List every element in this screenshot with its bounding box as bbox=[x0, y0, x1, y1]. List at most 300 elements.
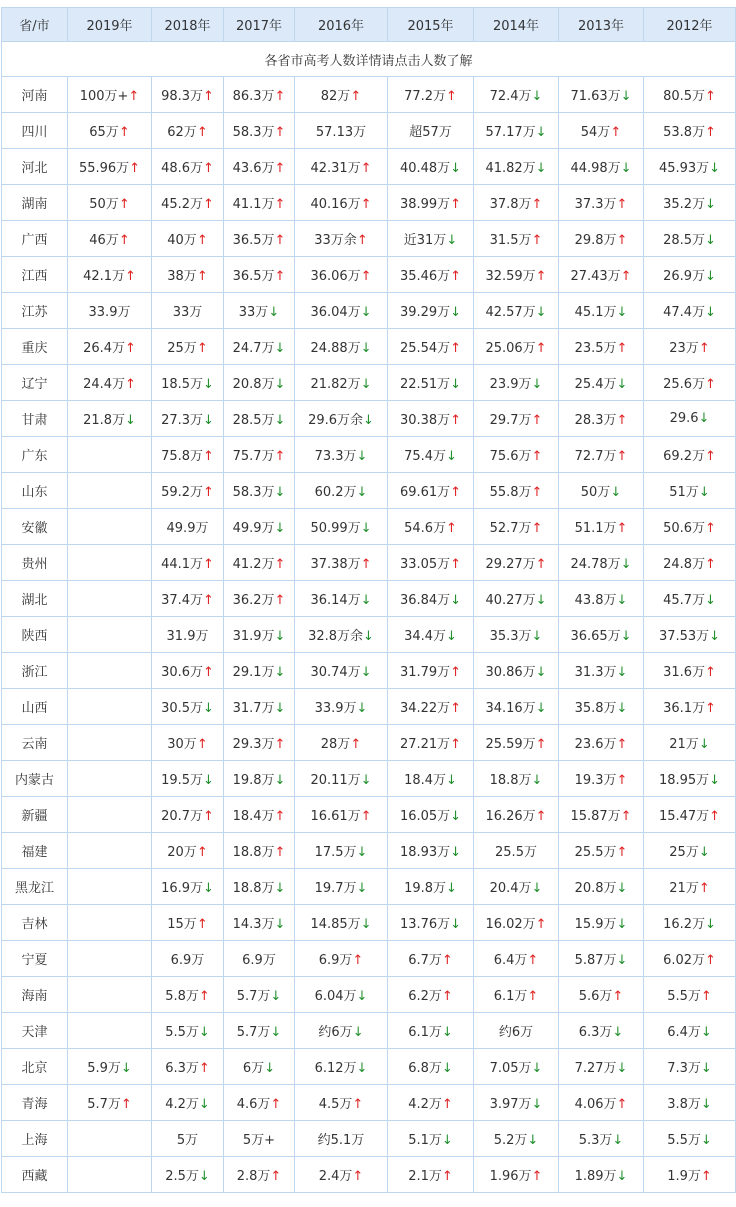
value-cell[interactable] bbox=[295, 581, 388, 617]
value-cell[interactable] bbox=[644, 941, 736, 977]
value-cell[interactable] bbox=[68, 1085, 152, 1121]
value-cell[interactable] bbox=[559, 185, 644, 221]
value-cell[interactable] bbox=[152, 617, 224, 653]
value-cell[interactable] bbox=[295, 221, 388, 257]
value-cell[interactable] bbox=[644, 1013, 736, 1049]
value-cell[interactable] bbox=[644, 509, 736, 545]
value-cell[interactable] bbox=[224, 1121, 295, 1157]
value-cell[interactable] bbox=[152, 221, 224, 257]
value-cell[interactable] bbox=[559, 221, 644, 257]
arrow-up-icon: ↑ bbox=[360, 197, 372, 212]
value-cell[interactable] bbox=[559, 149, 644, 185]
value-cell[interactable] bbox=[559, 905, 644, 941]
value-cell[interactable] bbox=[644, 1121, 736, 1157]
value-cell[interactable] bbox=[224, 1013, 295, 1049]
value-text: 48.6万 bbox=[161, 161, 204, 176]
value-cell[interactable] bbox=[224, 437, 295, 473]
table-row bbox=[2, 1121, 736, 1157]
arrow-down-icon: ↓ bbox=[270, 1025, 282, 1040]
arrow-down-icon: ↓ bbox=[620, 557, 632, 572]
value-text: 25.06万 bbox=[485, 341, 536, 356]
value-cell[interactable] bbox=[224, 797, 295, 833]
value-cell[interactable] bbox=[295, 329, 388, 365]
arrow-down-icon: ↓ bbox=[203, 701, 214, 716]
value-cell[interactable] bbox=[474, 725, 559, 761]
value-cell[interactable] bbox=[152, 329, 224, 365]
arrow-down-icon: ↓ bbox=[274, 413, 286, 428]
value-cell[interactable] bbox=[295, 365, 388, 401]
value-cell[interactable] bbox=[559, 1157, 644, 1193]
province-cell: 河南 bbox=[2, 77, 68, 113]
value-text: 41.1万 bbox=[232, 197, 275, 212]
value-cell[interactable] bbox=[474, 473, 559, 509]
value-cell[interactable] bbox=[68, 293, 152, 329]
value-cell[interactable] bbox=[474, 617, 559, 653]
value-cell[interactable] bbox=[68, 1049, 152, 1085]
value-text: 16.26万 bbox=[485, 809, 536, 824]
value-cell[interactable] bbox=[152, 473, 224, 509]
value-cell[interactable] bbox=[152, 113, 224, 149]
value-cell[interactable] bbox=[295, 437, 388, 473]
value-cell[interactable] bbox=[295, 689, 388, 725]
value-cell[interactable] bbox=[295, 257, 388, 293]
value-cell[interactable] bbox=[388, 1157, 474, 1193]
arrow-up-icon: ↑ bbox=[352, 953, 364, 968]
value-cell[interactable] bbox=[152, 653, 224, 689]
value-cell[interactable] bbox=[559, 329, 644, 365]
value-cell[interactable] bbox=[388, 257, 474, 293]
value-cell[interactable] bbox=[644, 1157, 736, 1193]
value-text: 75.4万 bbox=[404, 449, 447, 464]
value-cell[interactable] bbox=[644, 221, 736, 257]
value-cell[interactable] bbox=[295, 473, 388, 509]
value-cell[interactable] bbox=[474, 77, 559, 113]
value-cell[interactable] bbox=[474, 221, 559, 257]
value-cell[interactable] bbox=[295, 761, 388, 797]
value-text: 29.27万 bbox=[485, 557, 536, 572]
value-cell[interactable] bbox=[224, 545, 295, 581]
value-cell[interactable] bbox=[152, 257, 224, 293]
value-cell[interactable] bbox=[559, 113, 644, 149]
value-cell[interactable] bbox=[152, 833, 224, 869]
value-cell[interactable] bbox=[224, 293, 295, 329]
value-cell[interactable] bbox=[388, 1085, 474, 1121]
value-cell[interactable] bbox=[474, 509, 559, 545]
value-text: 50万 bbox=[580, 485, 611, 500]
value-cell[interactable] bbox=[559, 1013, 644, 1049]
table-row bbox=[2, 905, 736, 941]
arrow-down-icon: ↓ bbox=[274, 485, 286, 500]
value-cell[interactable] bbox=[295, 833, 388, 869]
value-cell[interactable] bbox=[474, 797, 559, 833]
value-cell[interactable] bbox=[68, 113, 152, 149]
value-cell[interactable] bbox=[559, 689, 644, 725]
value-cell[interactable] bbox=[559, 473, 644, 509]
value-cell[interactable] bbox=[388, 869, 474, 905]
value-text: 35.3万 bbox=[489, 629, 532, 644]
province-cell: 内蒙古 bbox=[2, 761, 68, 797]
value-cell[interactable] bbox=[474, 1121, 559, 1157]
value-cell[interactable] bbox=[224, 689, 295, 725]
value-cell[interactable] bbox=[388, 761, 474, 797]
value-text: 54.6万 bbox=[404, 521, 447, 536]
value-cell[interactable] bbox=[644, 257, 736, 293]
value-text: 15.9万 bbox=[574, 917, 617, 932]
value-cell[interactable] bbox=[559, 509, 644, 545]
value-cell[interactable] bbox=[388, 437, 474, 473]
value-cell[interactable] bbox=[224, 581, 295, 617]
value-cell[interactable] bbox=[152, 1121, 224, 1157]
arrow-up-icon: ↑ bbox=[616, 845, 628, 860]
arrow-up-icon: ↑ bbox=[616, 197, 628, 212]
value-cell[interactable] bbox=[152, 401, 224, 437]
value-cell[interactable] bbox=[224, 941, 295, 977]
value-cell[interactable] bbox=[152, 581, 224, 617]
value-cell[interactable] bbox=[224, 1085, 295, 1121]
value-text: 29.7万 bbox=[489, 413, 532, 428]
value-cell[interactable] bbox=[559, 437, 644, 473]
value-cell[interactable] bbox=[152, 1049, 224, 1085]
value-cell[interactable] bbox=[388, 833, 474, 869]
header-province: 省/市 bbox=[2, 8, 68, 42]
value-cell[interactable] bbox=[644, 113, 736, 149]
arrow-up-icon: ↑ bbox=[203, 809, 214, 824]
value-cell[interactable] bbox=[152, 77, 224, 113]
value-cell[interactable] bbox=[152, 797, 224, 833]
value-cell[interactable] bbox=[295, 905, 388, 941]
value-cell[interactable] bbox=[474, 869, 559, 905]
value-cell[interactable] bbox=[474, 401, 559, 437]
value-cell[interactable] bbox=[644, 77, 736, 113]
value-cell[interactable] bbox=[644, 833, 736, 869]
value-cell[interactable] bbox=[474, 257, 559, 293]
value-cell[interactable] bbox=[224, 653, 295, 689]
value-cell[interactable] bbox=[388, 221, 474, 257]
value-cell[interactable] bbox=[474, 833, 559, 869]
value-text: 25.54万 bbox=[399, 341, 451, 356]
value-cell[interactable] bbox=[224, 473, 295, 509]
value-cell[interactable] bbox=[559, 581, 644, 617]
value-cell[interactable] bbox=[224, 869, 295, 905]
note-text[interactable]: 各省市高考人数详情请点击人数了解 bbox=[2, 42, 736, 77]
value-cell[interactable] bbox=[474, 1157, 559, 1193]
value-cell bbox=[68, 1121, 152, 1157]
arrow-up-icon: ↑ bbox=[531, 485, 543, 500]
value-cell[interactable] bbox=[644, 761, 736, 797]
value-cell[interactable] bbox=[388, 509, 474, 545]
value-cell[interactable] bbox=[474, 1085, 559, 1121]
value-cell[interactable] bbox=[152, 1157, 224, 1193]
value-cell[interactable] bbox=[644, 617, 736, 653]
value-cell[interactable] bbox=[295, 545, 388, 581]
arrow-down-icon: ↓ bbox=[531, 773, 543, 788]
value-cell[interactable] bbox=[224, 185, 295, 221]
value-cell[interactable] bbox=[152, 761, 224, 797]
arrow-up-icon: ↑ bbox=[531, 233, 543, 248]
value-cell[interactable] bbox=[295, 869, 388, 905]
value-cell[interactable] bbox=[474, 293, 559, 329]
value-cell[interactable] bbox=[295, 977, 388, 1013]
value-cell[interactable] bbox=[152, 725, 224, 761]
value-cell[interactable] bbox=[644, 581, 736, 617]
value-cell[interactable] bbox=[388, 1049, 474, 1085]
value-cell[interactable] bbox=[644, 689, 736, 725]
value-cell[interactable] bbox=[474, 905, 559, 941]
value-cell[interactable] bbox=[388, 653, 474, 689]
arrow-down-icon: ↓ bbox=[527, 1133, 539, 1148]
value-cell[interactable] bbox=[559, 797, 644, 833]
arrow-down-icon: ↓ bbox=[531, 1061, 543, 1076]
value-cell[interactable] bbox=[559, 761, 644, 797]
value-cell[interactable] bbox=[474, 977, 559, 1013]
value-text: 34.22万 bbox=[399, 701, 451, 716]
value-cell[interactable] bbox=[295, 941, 388, 977]
value-cell[interactable] bbox=[559, 545, 644, 581]
value-cell[interactable] bbox=[474, 581, 559, 617]
value-cell[interactable] bbox=[152, 437, 224, 473]
value-cell[interactable] bbox=[388, 797, 474, 833]
value-cell[interactable] bbox=[68, 149, 152, 185]
value-cell[interactable] bbox=[388, 149, 474, 185]
arrow-up-icon: ↑ bbox=[705, 665, 716, 680]
value-cell[interactable] bbox=[474, 941, 559, 977]
value-cell[interactable] bbox=[224, 617, 295, 653]
value-text: 21万 bbox=[669, 737, 699, 752]
value-cell[interactable] bbox=[559, 1085, 644, 1121]
arrow-down-icon: ↓ bbox=[360, 917, 372, 932]
value-cell[interactable] bbox=[644, 365, 736, 401]
value-cell[interactable] bbox=[224, 329, 295, 365]
value-cell[interactable] bbox=[388, 1013, 474, 1049]
value-cell[interactable] bbox=[559, 653, 644, 689]
value-cell[interactable] bbox=[559, 833, 644, 869]
value-text: 5.8万 bbox=[165, 989, 199, 1004]
value-cell[interactable] bbox=[295, 617, 388, 653]
value-cell[interactable] bbox=[68, 221, 152, 257]
value-cell[interactable] bbox=[224, 221, 295, 257]
value-cell[interactable] bbox=[152, 293, 224, 329]
value-cell[interactable] bbox=[295, 1013, 388, 1049]
value-cell[interactable] bbox=[295, 1085, 388, 1121]
value-text: 14.3万 bbox=[232, 917, 275, 932]
value-cell[interactable] bbox=[388, 77, 474, 113]
value-cell[interactable] bbox=[474, 329, 559, 365]
value-cell[interactable] bbox=[224, 905, 295, 941]
value-cell[interactable] bbox=[474, 149, 559, 185]
value-cell[interactable] bbox=[295, 113, 388, 149]
value-cell[interactable] bbox=[295, 1121, 388, 1157]
value-cell[interactable] bbox=[388, 185, 474, 221]
value-cell[interactable] bbox=[474, 653, 559, 689]
value-cell[interactable] bbox=[68, 329, 152, 365]
value-cell[interactable] bbox=[224, 977, 295, 1013]
value-cell[interactable] bbox=[474, 365, 559, 401]
value-cell[interactable] bbox=[644, 869, 736, 905]
value-cell[interactable] bbox=[152, 1013, 224, 1049]
value-cell[interactable] bbox=[152, 509, 224, 545]
value-cell[interactable] bbox=[295, 77, 388, 113]
value-cell[interactable] bbox=[295, 1157, 388, 1193]
value-cell[interactable] bbox=[152, 365, 224, 401]
province-cell: 河北 bbox=[2, 149, 68, 185]
value-text: 6.2万 bbox=[408, 989, 442, 1004]
value-cell[interactable] bbox=[644, 329, 736, 365]
value-text: 54万 bbox=[580, 125, 611, 140]
value-cell[interactable] bbox=[559, 617, 644, 653]
value-cell[interactable] bbox=[388, 365, 474, 401]
value-cell[interactable] bbox=[559, 77, 644, 113]
value-cell[interactable] bbox=[644, 1049, 736, 1085]
value-cell[interactable] bbox=[295, 797, 388, 833]
value-cell[interactable] bbox=[224, 833, 295, 869]
value-cell[interactable] bbox=[152, 689, 224, 725]
arrow-down-icon: ↓ bbox=[698, 737, 710, 752]
value-cell[interactable] bbox=[388, 401, 474, 437]
table-row bbox=[2, 689, 736, 725]
value-cell[interactable] bbox=[388, 617, 474, 653]
value-text: 5.5万 bbox=[165, 1025, 199, 1040]
arrow-up-icon: ↑ bbox=[198, 1061, 210, 1076]
value-cell[interactable] bbox=[152, 905, 224, 941]
value-cell[interactable] bbox=[224, 149, 295, 185]
value-cell[interactable] bbox=[559, 725, 644, 761]
value-cell[interactable] bbox=[224, 113, 295, 149]
value-cell bbox=[68, 761, 152, 797]
value-cell[interactable] bbox=[152, 977, 224, 1013]
value-cell[interactable] bbox=[152, 941, 224, 977]
value-cell[interactable] bbox=[644, 473, 736, 509]
value-cell[interactable] bbox=[224, 725, 295, 761]
value-cell[interactable] bbox=[68, 365, 152, 401]
value-cell[interactable] bbox=[295, 725, 388, 761]
value-cell[interactable] bbox=[559, 257, 644, 293]
value-cell[interactable] bbox=[388, 725, 474, 761]
value-cell[interactable] bbox=[224, 257, 295, 293]
arrow-down-icon: ↓ bbox=[270, 989, 282, 1004]
value-cell[interactable] bbox=[388, 1121, 474, 1157]
value-cell[interactable] bbox=[224, 365, 295, 401]
value-cell[interactable] bbox=[559, 869, 644, 905]
value-cell[interactable] bbox=[644, 653, 736, 689]
value-cell[interactable] bbox=[644, 545, 736, 581]
value-cell[interactable] bbox=[474, 185, 559, 221]
value-cell[interactable] bbox=[68, 401, 152, 437]
value-cell[interactable] bbox=[152, 1085, 224, 1121]
value-text: 5.7万 bbox=[236, 989, 271, 1004]
value-cell[interactable] bbox=[68, 185, 152, 221]
value-cell[interactable] bbox=[474, 113, 559, 149]
value-cell[interactable] bbox=[68, 77, 152, 113]
value-cell[interactable] bbox=[68, 257, 152, 293]
value-cell[interactable] bbox=[559, 293, 644, 329]
value-cell[interactable] bbox=[224, 401, 295, 437]
value-cell[interactable] bbox=[644, 725, 736, 761]
value-cell[interactable] bbox=[152, 149, 224, 185]
table-row bbox=[2, 1085, 736, 1121]
value-cell[interactable] bbox=[559, 977, 644, 1013]
value-cell[interactable] bbox=[644, 149, 736, 185]
value-cell[interactable] bbox=[388, 689, 474, 725]
value-cell[interactable] bbox=[644, 401, 736, 437]
value-cell[interactable] bbox=[559, 365, 644, 401]
value-cell[interactable] bbox=[152, 869, 224, 905]
value-cell[interactable] bbox=[152, 545, 224, 581]
value-cell[interactable] bbox=[474, 545, 559, 581]
value-cell[interactable] bbox=[644, 797, 736, 833]
value-cell[interactable] bbox=[388, 473, 474, 509]
arrow-up-icon: ↑ bbox=[535, 737, 547, 752]
value-cell[interactable] bbox=[559, 1049, 644, 1085]
value-cell[interactable] bbox=[559, 401, 644, 437]
value-cell[interactable] bbox=[474, 1049, 559, 1085]
value-cell[interactable] bbox=[388, 329, 474, 365]
arrow-up-icon: ↑ bbox=[203, 449, 214, 464]
value-cell[interactable] bbox=[474, 761, 559, 797]
value-text: 33.9万 bbox=[314, 701, 357, 716]
value-cell[interactable] bbox=[559, 941, 644, 977]
value-cell[interactable] bbox=[295, 293, 388, 329]
value-cell[interactable] bbox=[644, 1085, 736, 1121]
value-cell[interactable] bbox=[388, 293, 474, 329]
value-cell[interactable] bbox=[295, 653, 388, 689]
value-cell[interactable] bbox=[474, 437, 559, 473]
value-cell[interactable] bbox=[224, 77, 295, 113]
arrow-down-icon: ↓ bbox=[535, 125, 547, 140]
arrow-up-icon: ↑ bbox=[196, 845, 208, 860]
value-cell[interactable] bbox=[295, 149, 388, 185]
note-row bbox=[2, 42, 736, 77]
value-text: 50.6万 bbox=[663, 521, 706, 536]
value-cell[interactable] bbox=[388, 941, 474, 977]
value-cell[interactable] bbox=[644, 905, 736, 941]
value-cell[interactable] bbox=[224, 1157, 295, 1193]
value-cell[interactable] bbox=[295, 509, 388, 545]
arrow-up-icon: ↑ bbox=[705, 521, 716, 536]
province-cell: 上海 bbox=[2, 1121, 68, 1157]
value-cell[interactable] bbox=[388, 545, 474, 581]
value-cell[interactable] bbox=[295, 185, 388, 221]
arrow-down-icon: ↓ bbox=[531, 89, 543, 104]
value-cell[interactable] bbox=[644, 977, 736, 1013]
value-text: 26.4万 bbox=[83, 341, 126, 356]
value-cell[interactable] bbox=[388, 581, 474, 617]
arrow-up-icon: ↑ bbox=[535, 809, 547, 824]
arrow-up-icon: ↑ bbox=[441, 953, 453, 968]
value-text: 4.2万 bbox=[408, 1097, 442, 1112]
table-row bbox=[2, 617, 736, 653]
value-cell[interactable] bbox=[388, 905, 474, 941]
value-text: 6.7万 bbox=[408, 953, 442, 968]
value-cell[interactable] bbox=[295, 401, 388, 437]
value-cell[interactable] bbox=[224, 1049, 295, 1085]
value-text: 75.7万 bbox=[232, 449, 275, 464]
province-cell: 云南 bbox=[2, 725, 68, 761]
value-cell[interactable] bbox=[224, 761, 295, 797]
value-cell[interactable] bbox=[224, 509, 295, 545]
value-cell[interactable] bbox=[295, 1049, 388, 1085]
value-cell[interactable] bbox=[559, 1121, 644, 1157]
value-cell[interactable] bbox=[388, 113, 474, 149]
value-cell[interactable] bbox=[644, 185, 736, 221]
value-cell[interactable] bbox=[644, 437, 736, 473]
value-cell[interactable] bbox=[152, 185, 224, 221]
value-cell[interactable] bbox=[474, 689, 559, 725]
value-cell[interactable] bbox=[388, 977, 474, 1013]
value-cell[interactable] bbox=[474, 1013, 559, 1049]
value-cell[interactable] bbox=[644, 293, 736, 329]
value-text: 38万 bbox=[167, 269, 197, 284]
table-row bbox=[2, 221, 736, 257]
